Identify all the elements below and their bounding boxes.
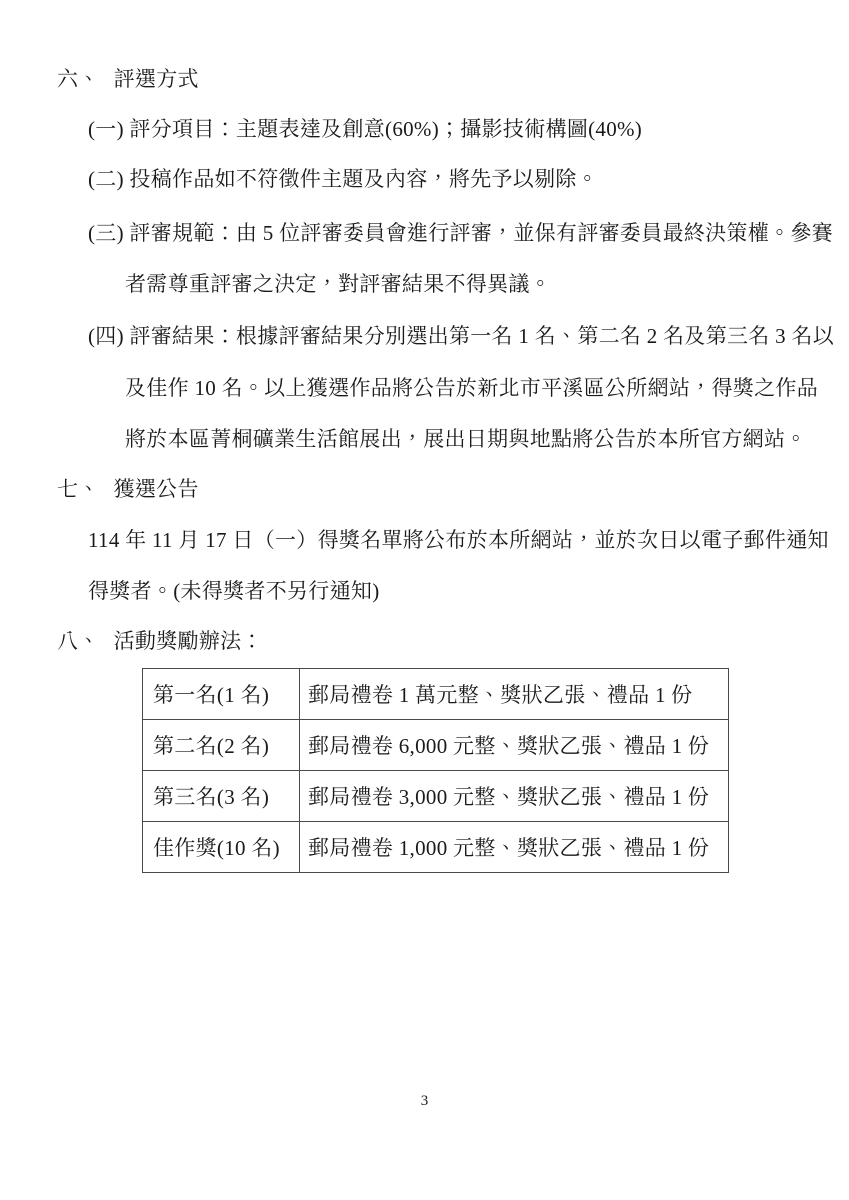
paragraph-line-disqualification: (二) 投稿作品如不符徵件主題及內容，將先予以剔除。 xyxy=(88,167,599,191)
prize-cell: 郵局禮卷 1,000 元整、獎狀乙張、禮品 1 份 xyxy=(300,822,729,873)
section-number: 八、 xyxy=(57,629,100,653)
section-number: 七、 xyxy=(57,477,100,501)
section-heading-8 xyxy=(57,628,263,654)
rank-cell: 佳作獎(10 名) xyxy=(143,822,300,873)
page-number-label: 3 xyxy=(420,1093,429,1109)
paragraph-line-jury-rules-2: 者需尊重評審之決定，對評審結果不得異議。 xyxy=(125,272,551,296)
paragraph-line-scoring-items: (一) 評分項目：主題表達及創意(60%)；攝影技術構圖(40%) xyxy=(88,117,643,141)
table-row xyxy=(143,720,729,771)
paragraph-line-jury-rules-1: (三) 評審規範：由 5 位評審委員會進行評審，並保有評審委員最終決策權。參賽 xyxy=(88,221,833,245)
paragraph-line-results-2: 及佳作 10 名。以上獲選作品將公告於新北市平溪區公所網站，得獎之作品 xyxy=(125,376,818,400)
rank-cell: 第二名(2 名) xyxy=(143,720,300,771)
paragraph-line-results-3: 將於本區菁桐礦業生活館展出，展出日期與地點將公告於本所官方網站。 xyxy=(125,427,807,451)
table-row xyxy=(143,669,729,720)
table-row xyxy=(143,771,729,822)
prize-cell: 郵局禮卷 6,000 元整、獎狀乙張、禮品 1 份 xyxy=(300,720,729,771)
section-number: 六、 xyxy=(57,67,100,91)
paragraph-line-announcement-2: 得獎者。(未得獎者不另行通知) xyxy=(88,579,380,603)
section-title: 評選方式 xyxy=(113,67,199,91)
rank-cell: 第三名(3 名) xyxy=(143,771,300,822)
section-heading-7 xyxy=(57,476,199,502)
prize-table xyxy=(142,668,729,873)
section-title: 活動獎勵辦法： xyxy=(113,629,263,653)
table-row xyxy=(143,822,729,873)
rank-cell: 第一名(1 名) xyxy=(143,669,300,720)
prize-cell: 郵局禮卷 3,000 元整、獎狀乙張、禮品 1 份 xyxy=(300,771,729,822)
paragraph-line-announcement-1: 114 年 11 月 17 日（一）得獎名單將公布於本所網站，並於次日以電子郵件通知 xyxy=(88,528,829,552)
section-title: 獲選公告 xyxy=(113,477,199,501)
prize-cell: 郵局禮卷 1 萬元整、獎狀乙張、禮品 1 份 xyxy=(300,669,729,720)
paragraph-line-results-1: (四) 評審結果：根據評審結果分別選出第一名 1 名、第二名 2 名及第三名 3 名以 xyxy=(88,324,835,348)
section-heading-6 xyxy=(57,66,199,92)
